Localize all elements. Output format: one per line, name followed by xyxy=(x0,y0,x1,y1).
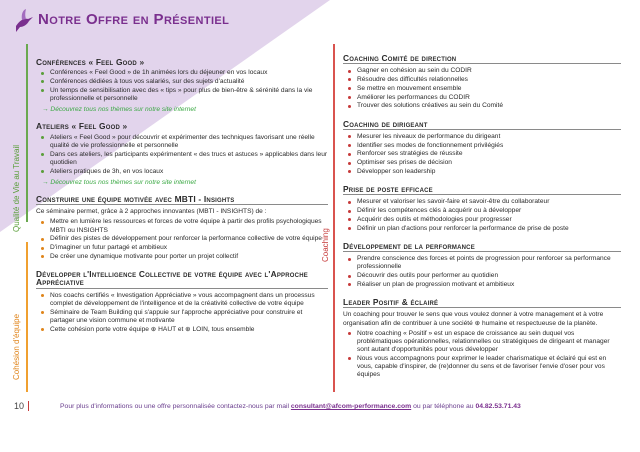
section-title: Prise de poste efficace xyxy=(343,185,621,195)
bullet-icon xyxy=(41,72,44,75)
list-item: Développer son leadership xyxy=(343,168,621,176)
list-item: Définir les compétences clés à acquérir ou à développer xyxy=(343,207,621,215)
section-leader xyxy=(343,298,621,379)
bullet-icon xyxy=(41,89,44,92)
list-item: De créer une dynamique motivante pour porter un projet collectif xyxy=(36,253,328,261)
bullet-list xyxy=(343,330,621,380)
list-item: Définir un plan d'actions pour renforcer la performance de prise de poste xyxy=(343,225,621,233)
section-ateliers xyxy=(36,122,328,187)
bullet-icon xyxy=(348,201,351,204)
bullet-icon xyxy=(348,162,351,165)
bullet-icon xyxy=(348,283,351,286)
bullet-icon xyxy=(41,153,44,156)
coaching-divider xyxy=(333,44,335,392)
hummingbird-icon xyxy=(12,8,34,34)
left-column xyxy=(36,58,328,336)
side-label-cohesion: Cohésion d'équipe xyxy=(12,313,21,380)
list-item: Découvrir des outils pour performer au quotidien xyxy=(343,272,621,280)
list-item: Se mettre en mouvement ensemble xyxy=(343,85,621,93)
section-mbti xyxy=(36,195,328,261)
list-item: Cette cohésion porte votre équipe ⊕ HAUT et ⊕ LOIN, tous ensemble xyxy=(36,326,328,334)
bullet-list xyxy=(343,198,621,233)
bullet-icon xyxy=(348,357,351,360)
bullet-icon xyxy=(348,210,351,213)
bullet-icon xyxy=(348,96,351,99)
section-intro: Ce séminaire permet, grâce à 2 approches innovantes (MBTI - INSIGHTS) de : xyxy=(36,208,267,216)
section-prise-de-poste xyxy=(343,185,621,233)
bullet-icon xyxy=(41,221,44,224)
bullet-list xyxy=(343,255,621,289)
bullet-icon xyxy=(348,153,351,156)
website-link[interactable]: → Découvrez tous nos thèmes sur notre site internet xyxy=(42,106,196,114)
list-item: D'imaginer un futur partagé et ambitieux xyxy=(36,244,328,252)
bullet-icon xyxy=(348,78,351,81)
list-item: Dans ces ateliers, les participants expérimentent « des trucs et astuces » applicables dans leur quotidien xyxy=(36,151,328,167)
page-header xyxy=(0,0,640,40)
list-item: Mesurer les niveaux de performance du dirigeant xyxy=(343,133,621,141)
bullet-icon xyxy=(41,294,44,297)
list-item: Prendre conscience des forces et points de progression pour renforcer sa performance professionnelle xyxy=(343,255,621,271)
bullet-icon xyxy=(348,227,351,230)
section-title: Coaching de dirigeant xyxy=(343,120,621,130)
email-link[interactable]: consultant@afcom-performance.com xyxy=(290,403,412,410)
list-item: Séminaire de Team Building qui s'appuie sur l'approche appréciative pour construire et partager une vision commune et motivante xyxy=(36,309,328,325)
bullet-icon xyxy=(41,80,44,83)
bullet-icon xyxy=(41,136,44,139)
list-item: Mesurer et valoriser les savoir-faire et savoir-être du collaborateur xyxy=(343,198,621,206)
section-dirigeant xyxy=(343,120,621,177)
page-footer xyxy=(0,400,640,416)
bullet-icon xyxy=(348,275,351,278)
bullet-list xyxy=(36,292,328,334)
bullet-icon xyxy=(41,255,44,258)
bullet-icon xyxy=(348,144,351,147)
side-label-coaching: Coaching xyxy=(321,228,330,262)
bullet-list xyxy=(343,67,621,110)
list-item: Renforcer ses stratégies de réussite xyxy=(343,150,621,158)
right-column xyxy=(343,54,621,382)
section-conferences xyxy=(36,58,328,114)
list-item: Nos coachs certifiés « Investigation Appréciative » vous accompagnent dans un processus complet de développement de l'intelligence et de la créativité collective de votre équipe xyxy=(36,292,328,308)
section-title: Conférences « Feel Good » xyxy=(36,57,145,67)
bullet-list xyxy=(36,134,328,176)
page-title: Notre Offre en Présentiel xyxy=(38,11,230,28)
bullet-list xyxy=(36,69,328,103)
list-item: Conférences dédiées à tous vos salariés, sur des sujets d'actualité xyxy=(36,78,328,86)
section-title: Développer l'Intelligence Collective de votre équipe avec l'Approche Appréciative xyxy=(36,270,328,288)
section-title: Développement de la performance xyxy=(343,242,621,252)
list-item: Identifier ses modes de fonctionnement privilégiés xyxy=(343,142,621,150)
bullet-icon xyxy=(348,70,351,73)
page-number: 10 xyxy=(14,401,29,411)
list-item: Résoudre des difficultés relationnelles xyxy=(343,76,621,84)
list-item: Conférences « Feel Good » de 1h animées lors du déjeuner en vos locaux xyxy=(36,69,328,77)
website-link[interactable]: → Découvrez tous nos thèmes sur notre site internet xyxy=(42,178,196,186)
section-title: Coaching Comité de direction xyxy=(343,54,621,64)
list-item: Mettre en lumière les ressources et forces de votre équipe à partir des profils psychologiques MBTI ou INSIGHTS xyxy=(36,218,328,234)
cohesion-divider xyxy=(26,242,28,392)
list-item: Ateliers pratiques de 3h, en vos locaux xyxy=(36,168,328,176)
bullet-icon xyxy=(41,247,44,250)
bullet-icon xyxy=(348,258,351,261)
section-codir xyxy=(343,54,621,111)
bullet-icon xyxy=(41,311,44,314)
bullet-icon xyxy=(41,328,44,331)
side-label-qualite: Qualité de Vie au Travail xyxy=(12,144,21,232)
list-item: Réaliser un plan de progression motivant et ambitieux xyxy=(343,281,621,289)
section-intelligence xyxy=(36,270,328,334)
list-item: Définir des pistes de développement pour renforcer la performance collective de votre équipe xyxy=(36,235,328,243)
list-item: Optimiser ses prises de décision xyxy=(343,159,621,167)
phone-number[interactable]: 04.82.53.71.43 xyxy=(475,403,521,410)
list-item: Améliorer les performances du CODIR xyxy=(343,94,621,102)
section-performance xyxy=(343,242,621,289)
list-item: Acquérir des outils et méthodologies pour progresser xyxy=(343,216,621,224)
contact-line xyxy=(60,403,521,410)
section-intro: Un coaching pour trouver le sens que vous voulez donner à votre management et à votre organisation afin de contribuer à une société ⊕ humaine et respectueuse de la planète. xyxy=(343,311,604,327)
list-item: Notre coaching « Positif » est un espace de croissance au sein duquel vos problématiques opérationnelles, relationnelles ou stratégiques de dirigeant et manager sont autant d'opportunités pour vous développer xyxy=(343,330,621,355)
bullet-icon xyxy=(348,332,351,335)
list-item: Ateliers « Feel Good » pour découvrir et expérimenter des techniques favorisant une réelle qualité de vie professionnelle et personnelle xyxy=(36,134,328,150)
bullet-icon xyxy=(41,170,44,173)
section-title: Construire une équipe motivée avec MBTI - Insights xyxy=(36,195,328,205)
qualite-divider xyxy=(26,44,28,222)
list-item: Un temps de sensibilisation avec des « tips » pour plus de bien-être & sérénité dans la vie professionnelle et personnelle xyxy=(36,87,328,103)
bullet-icon xyxy=(348,87,351,90)
list-item: Trouver des solutions créatives au sein du Comité xyxy=(343,102,621,110)
contact-text: Pour plus d'informations ou une offre personnalisée contactez-nous par mail xyxy=(60,403,291,410)
list-item: Gagner en cohésion au sein du CODIR xyxy=(343,67,621,75)
bullet-icon xyxy=(348,135,351,138)
section-title: Ateliers « Feel Good » xyxy=(36,121,128,132)
section-title: Leader Positif & éclairé xyxy=(343,298,621,308)
bullet-icon xyxy=(348,170,351,173)
bullet-list xyxy=(343,133,621,176)
list-item: Nous vous accompagnons pour exprimer le leader charismatique et éclairé qui est en vous, capable d'inspirer, de (re)donner du sens et de favoriser l'envie d'oser pour vos équipes xyxy=(343,355,621,380)
bullet-list xyxy=(36,218,328,261)
contact-text-middle: ou par téléphone au xyxy=(411,403,476,410)
bullet-icon xyxy=(348,105,351,108)
bullet-icon xyxy=(41,238,44,241)
bullet-icon xyxy=(348,218,351,221)
